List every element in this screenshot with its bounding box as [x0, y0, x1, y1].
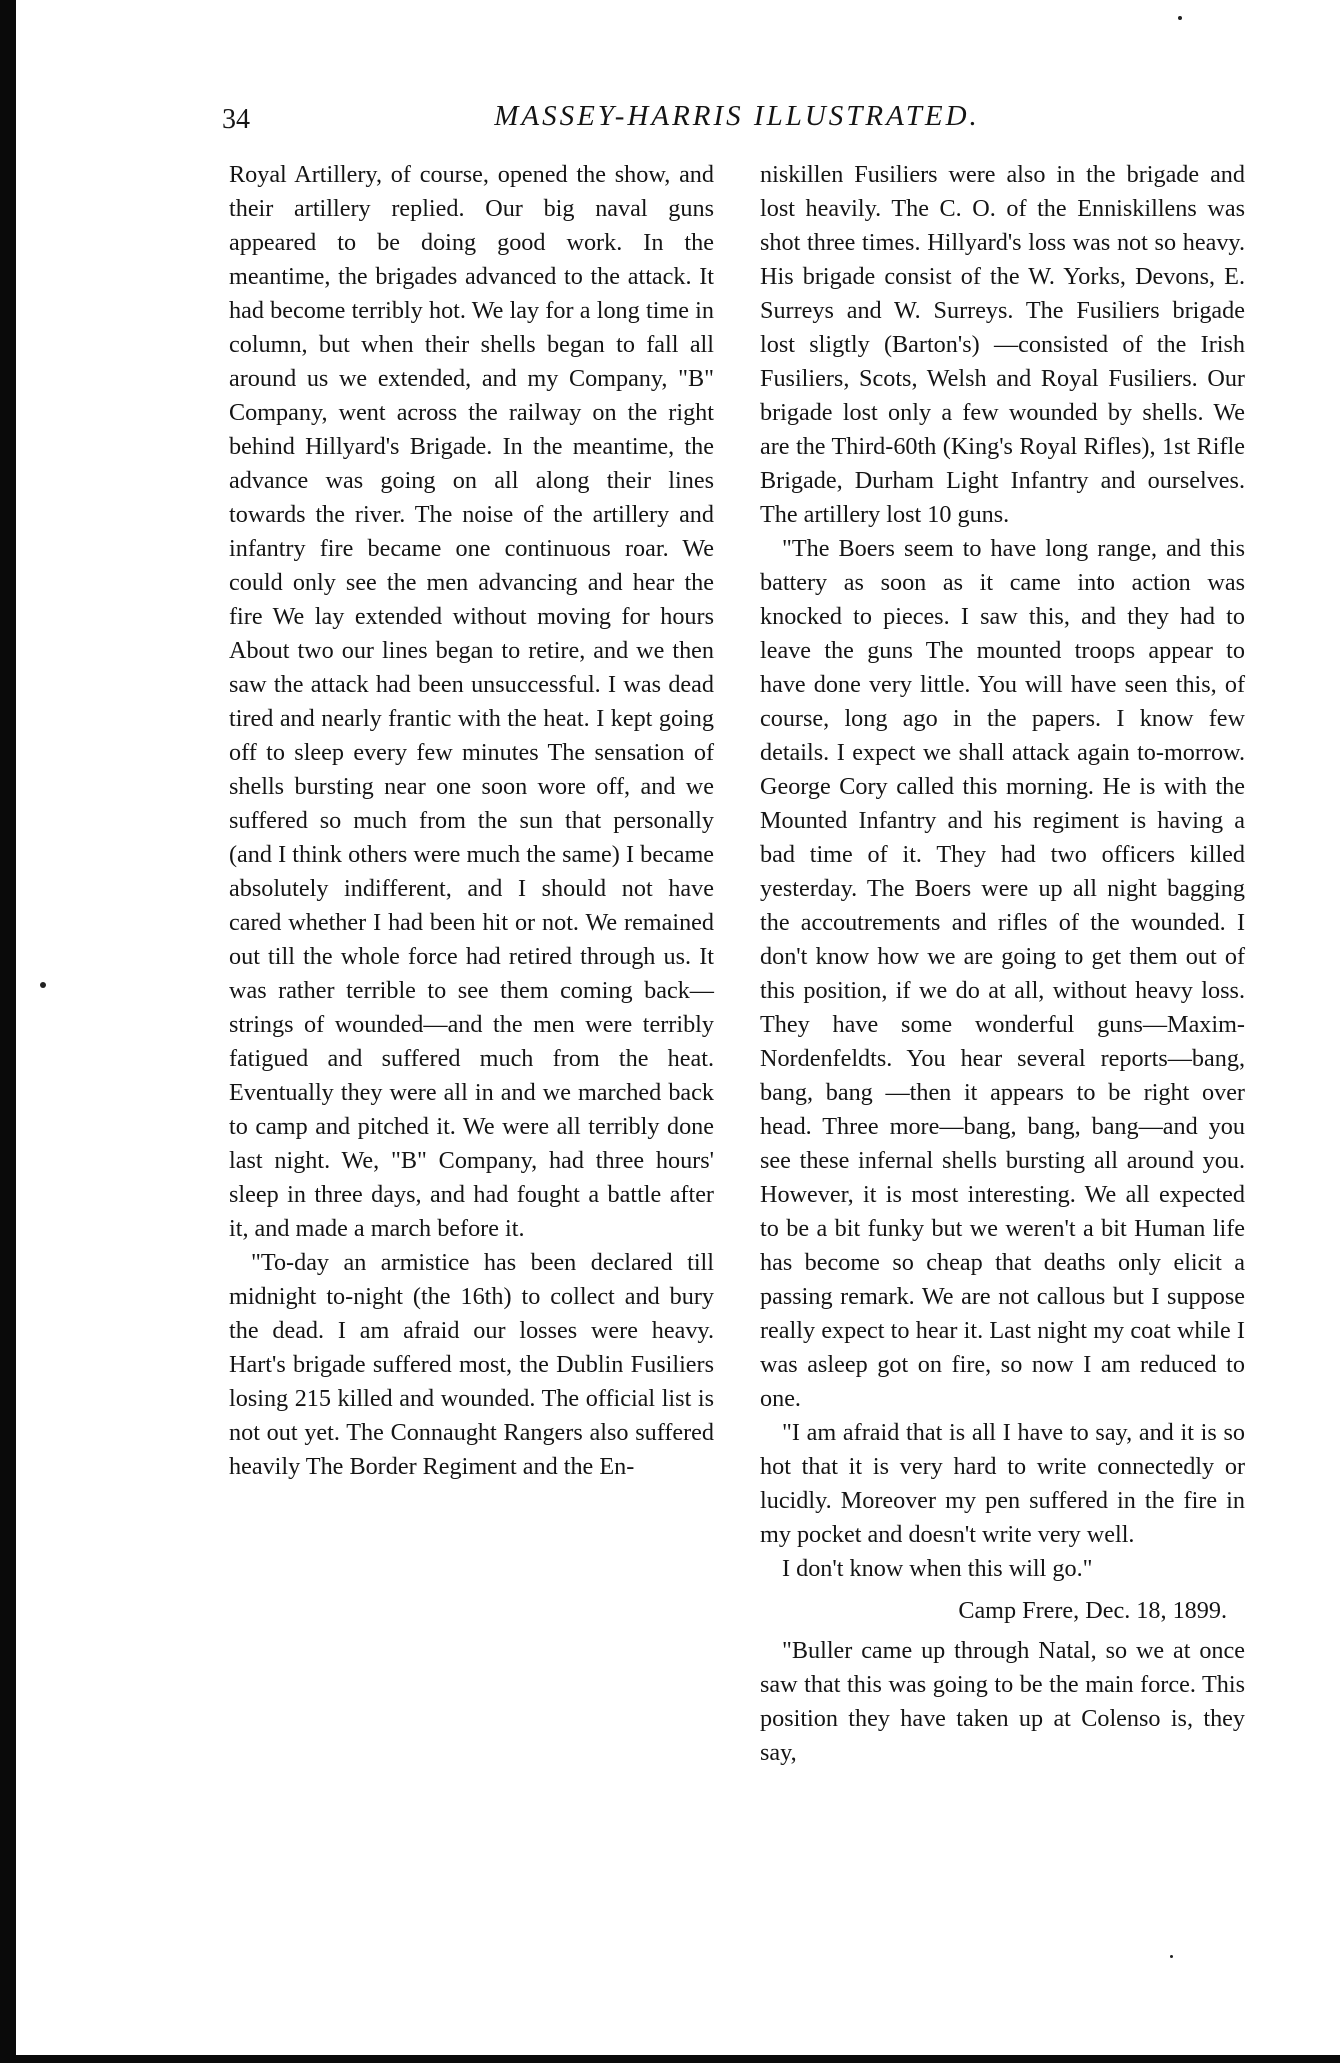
scan-speck — [40, 982, 46, 988]
right-paragraph-2: "The Boers seem to have long range, and this battery as soon as it came into action was knocked to pieces. I saw this, and they had to leave the guns The mounted troops appear to have done very little. You will have seen this, of course, long ago in the papers. I know few details. I expect we shall attack again to-morrow. George Cory called this morning. He is with the Mounted Infantry and his regiment is having a bad time of it. They had two officers killed yesterday. The Boers were up all night bagging the accoutrements and rifles of the wounded. I don't know how we are going to get them out of this position, if we do at all, without heavy loss. They have some wonderful guns—Maxim-Nordenfeldts. You hear several reports—bang, bang, bang —then it appears to be right over head. Three more—bang, bang, bang—and you see these infernal shells bursting all around you. However, it is most interesting. We all expected to be a bit funky but we weren't a bit Human life has become so cheap that deaths only elicit a passing remark. We are not callous but I suppose really expect to hear it. Last night my coat while I was asleep got on fire, so now I am reduced to one. — [760, 535, 1245, 1412]
left-paragraph-1: Royal Artillery, of course, opened the show, and their artillery replied. Our big naval guns appeared to be doing good work. In the meantime, the brigades advanced to the attack. It had become terribly hot. We lay for a long time in column, but when their shells began to fall all around us we extended, and my Company, "B" Company, went across the railway on the right behind Hillyard's Brigade. In the meantime, the advance was going on all along their lines towards the river. The noise of the artillery and infantry fire became one continuous roar. We could only see the men advancing and hear the fire We lay extended without moving for hours About two our lines began to retire, and we then saw the attack had been unsuccessful. I was dead tired and nearly frantic with the heat. I kept going off to sleep every few minutes The sensation of shells bursting near one soon wore off, and we suffered so much from the sun that personally (and I think others were much the same) I became absolutely indifferent, and I should not have cared whether I had been hit or not. We remained out till the whole force had retired through us. It was rather terrible to see them coming back—strings of wounded—and the men were terribly fatigued and suffered much from the heat. Eventually they were all in and we marched back to camp and pitched it. We were all terribly done last night. We, "B" Company, had three hours' sleep in three days, and had fought a battle after it, and made a march before it. — [229, 161, 714, 1242]
right-paragraph-4: I don't know when this will go." — [782, 1555, 1093, 1582]
right-column — [760, 158, 1245, 1770]
page-header — [222, 100, 1252, 140]
dateline: Camp Frere, Dec. 18, 1899. — [958, 1597, 1227, 1624]
right-paragraph-1: niskillen Fusiliers were also in the brigade and lost heavily. The C. O. of the Enniskillens was shot three times. Hillyard's loss was not so heavy. His brigade consist of the W. Yorks, Devons, E. Surreys and W. Surreys. The Fusiliers brigade lost sligtly (Barton's) —consisted of the Irish Fusiliers, Scots, Welsh and Royal Fusiliers. Our brigade lost only a few wounded by shells. We are the Third-60th (King's Royal Rifles), 1st Rifle Brigade, Durham Light Infantry and ourselves. The artillery lost 10 guns. — [760, 161, 1245, 528]
page-number: 34 — [222, 104, 250, 135]
right-paragraph-3: "I am afraid that is all I have to say, and it is so hot that it is very hard to write connectedly or lucidly. Moreover my pen suffered in the fire in my pocket and doesn't write very well. — [760, 1419, 1245, 1548]
left-paragraph-2: "To-day an armistice has been declared till midnight to-night (the 16th) to collect and bury the dead. I am afraid our losses were heavy. Hart's brigade suffered most, the Dublin Fusiliers losing 215 killed and wounded. The official list is not out yet. The Connaught Rangers also suffered heavily The Border Regiment and the En- — [229, 1249, 714, 1480]
running-title: MASSEY-HARRIS ILLUSTRATED. — [494, 100, 980, 132]
page-bottom-edge — [0, 2055, 1340, 2063]
right-closing-paragraph: "Buller came up through Natal, so we at once saw that this was going to be the main force. This position they have taken up at Colenso is, they say, — [760, 1637, 1245, 1766]
scan-speck — [1170, 1955, 1173, 1958]
scan-speck — [1178, 16, 1182, 20]
page-spine-edge — [0, 0, 16, 2063]
left-column — [229, 158, 714, 1484]
